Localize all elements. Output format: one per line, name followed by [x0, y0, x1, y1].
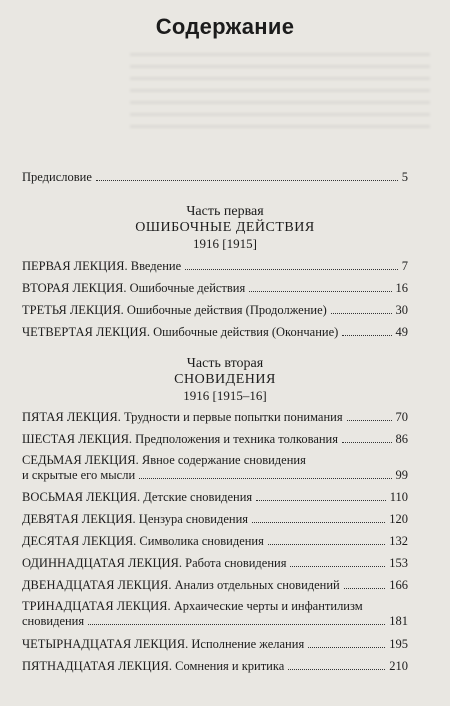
toc-entry	[22, 578, 408, 593]
leader-dots	[308, 647, 385, 648]
toc-entry-label: ВОСЬМАЯ ЛЕКЦИЯ. Детские сновидения	[22, 490, 253, 504]
toc-entry-label: ПЯТАЯ ЛЕКЦИЯ. Трудности и первые попытки понимания	[22, 410, 343, 424]
toc-entry-line2	[22, 468, 408, 483]
toc-entry-page: 120	[389, 512, 408, 526]
toc-entry	[22, 325, 408, 340]
leader-dots	[344, 588, 386, 589]
toc-entry-label-line2: и скрытые его мысли	[22, 468, 136, 482]
toc-entry	[22, 556, 408, 571]
toc-entry-page: 49	[395, 325, 408, 339]
toc-entry-page: 166	[389, 578, 408, 592]
toc-entry	[22, 303, 408, 318]
part-two-header	[0, 356, 450, 404]
leader-dots	[256, 500, 386, 501]
toc-entry-page: 110	[389, 490, 408, 504]
leader-dots	[252, 522, 385, 523]
toc-entry	[22, 512, 408, 527]
toc-entry-page: 70	[395, 410, 408, 424]
toc-entry-label: ВТОРАЯ ЛЕКЦИЯ. Ошибочные действия	[22, 281, 246, 295]
page-title: Содержание	[155, 14, 295, 39]
part-title: ОШИБОЧНЫЕ ДЕЙСТВИЯ	[135, 220, 315, 235]
toc-entry-label: Предисловие	[22, 170, 92, 184]
toc-entry-label: ОДИННАДЦАТАЯ ЛЕКЦИЯ. Работа сновидения	[22, 556, 287, 570]
toc-entry-page: 16	[395, 281, 408, 295]
toc-entry-label: ТРЕТЬЯ ЛЕКЦИЯ. Ошибочные действия (Продолжение)	[22, 303, 327, 317]
toc-entry-label: ЧЕТЫРНАДЦАТАЯ ЛЕКЦИЯ. Исполнение желания	[22, 637, 305, 651]
toc-entry-page: 7	[401, 259, 408, 273]
leader-dots	[290, 566, 385, 567]
toc-entry-label: ДВЕНАДЦАТАЯ ЛЕКЦИЯ. Анализ отдельных сновидений	[22, 578, 340, 592]
toc-entry	[22, 490, 408, 505]
leader-dots	[288, 669, 385, 670]
toc-entry-label: ПЯТНАДЦАТАЯ ЛЕКЦИЯ. Сомнения и критика	[22, 659, 285, 673]
toc-entry	[22, 637, 408, 652]
leader-dots	[139, 478, 391, 479]
part-label: Часть вторая	[186, 356, 264, 371]
leader-dots	[331, 313, 392, 314]
toc-entry	[22, 432, 408, 447]
toc-entry-label-line2: сновидения	[22, 614, 85, 628]
toc-entry	[22, 659, 408, 674]
leader-dots	[96, 180, 398, 181]
toc-entry	[22, 259, 408, 274]
part-one-header	[0, 204, 450, 252]
toc-entry-page: 5	[401, 170, 408, 184]
part-year: 1916 [1915–16]	[183, 388, 267, 403]
toc-entry	[22, 410, 408, 425]
leader-dots	[342, 442, 392, 443]
toc-entry	[22, 534, 408, 549]
part-label: Часть первая	[186, 204, 264, 219]
toc-entry-label: ЧЕТВЕРТАЯ ЛЕКЦИЯ. Ошибочные действия (Окончание)	[22, 325, 339, 339]
toc-entry-two-line	[22, 599, 408, 629]
toc-entry-page: 86	[395, 432, 408, 446]
toc-entry-page: 181	[389, 614, 408, 628]
bleed-through-text	[130, 44, 430, 134]
leader-dots	[88, 624, 385, 625]
toc-entry-line2	[22, 614, 408, 629]
toc-entry-two-line	[22, 453, 408, 483]
part-title: СНОВИДЕНИЯ	[174, 372, 276, 387]
toc-entry-label: ДЕВЯТАЯ ЛЕКЦИЯ. Цензура сновидения	[22, 512, 249, 526]
leader-dots	[342, 335, 391, 336]
leader-dots	[268, 544, 385, 545]
leader-dots	[185, 269, 398, 270]
toc-entry-label-line1: СЕДЬМАЯ ЛЕКЦИЯ. Явное содержание сновидения	[22, 453, 306, 467]
leader-dots	[249, 291, 391, 292]
toc-entry-page: 30	[395, 303, 408, 317]
toc-entry-preface	[22, 170, 408, 185]
toc-entry-page: 132	[389, 534, 408, 548]
toc-entry-page: 195	[389, 637, 408, 651]
toc-entry-label: ДЕСЯТАЯ ЛЕКЦИЯ. Символика сновидения	[22, 534, 264, 548]
toc-entry-label: ШЕСТАЯ ЛЕКЦИЯ. Предположения и техника толкования	[22, 432, 338, 446]
toc-entry-label-line1: ТРИНАДЦАТАЯ ЛЕКЦИЯ. Архаические черты и инфантилизм	[22, 599, 363, 613]
toc-entry	[22, 281, 408, 296]
toc-entry-page: 99	[395, 468, 408, 482]
part-year: 1916 [1915]	[193, 236, 257, 251]
toc-entry-page: 153	[389, 556, 408, 570]
leader-dots	[347, 420, 392, 421]
toc-entry-label: ПЕРВАЯ ЛЕКЦИЯ. Введение	[22, 259, 182, 273]
toc-entry-page: 210	[389, 659, 408, 673]
